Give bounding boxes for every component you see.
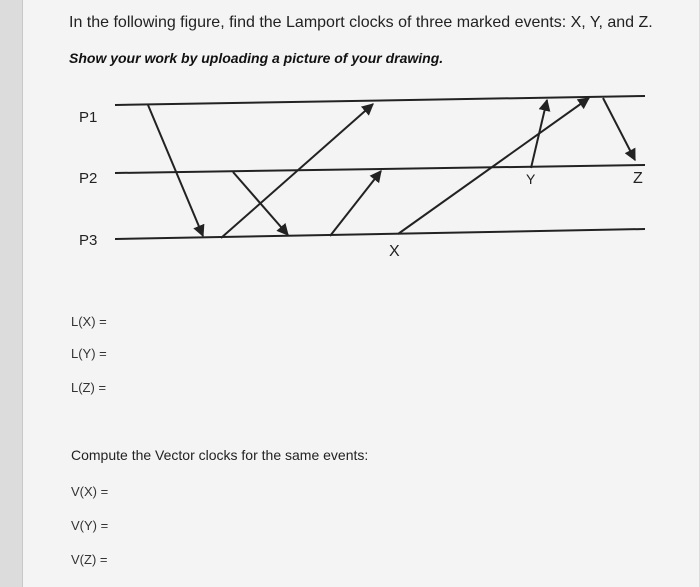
lamport-x-label: L(X) = (71, 314, 107, 329)
message-p1-to-z (603, 98, 635, 160)
message-p3-to-p2 (330, 171, 381, 236)
lamport-z-label: L(Z) = (71, 380, 107, 395)
timeline-p1 (115, 96, 645, 105)
question-page (22, 0, 699, 587)
process-label-p1: P1 (79, 109, 98, 126)
timeline-p3 (115, 229, 645, 239)
lamport-y-label: L(Y) = (71, 346, 107, 361)
process-label-p3: P3 (79, 232, 98, 249)
event-label-y: Y (526, 171, 536, 187)
event-label-z: Z (633, 170, 643, 187)
process-label-p2: P2 (79, 170, 98, 187)
message-p1-to-p3 (148, 105, 203, 236)
vector-x-label: V(X) = (71, 484, 109, 499)
question-text: In the following figure, find the Lamport clocks of three marked events: X, Y, and Z. (69, 14, 653, 31)
lamport-diagram (23, 0, 699, 280)
vector-y-label: V(Y) = (71, 518, 109, 533)
event-label-x: X (389, 243, 400, 260)
message-y-to-p1 (531, 100, 547, 168)
vector-clock-heading: Compute the Vector clocks for the same events: (71, 447, 369, 463)
instruction-text: Show your work by uploading a picture of your drawing. (69, 50, 444, 66)
vector-z-label: V(Z) = (71, 552, 108, 567)
